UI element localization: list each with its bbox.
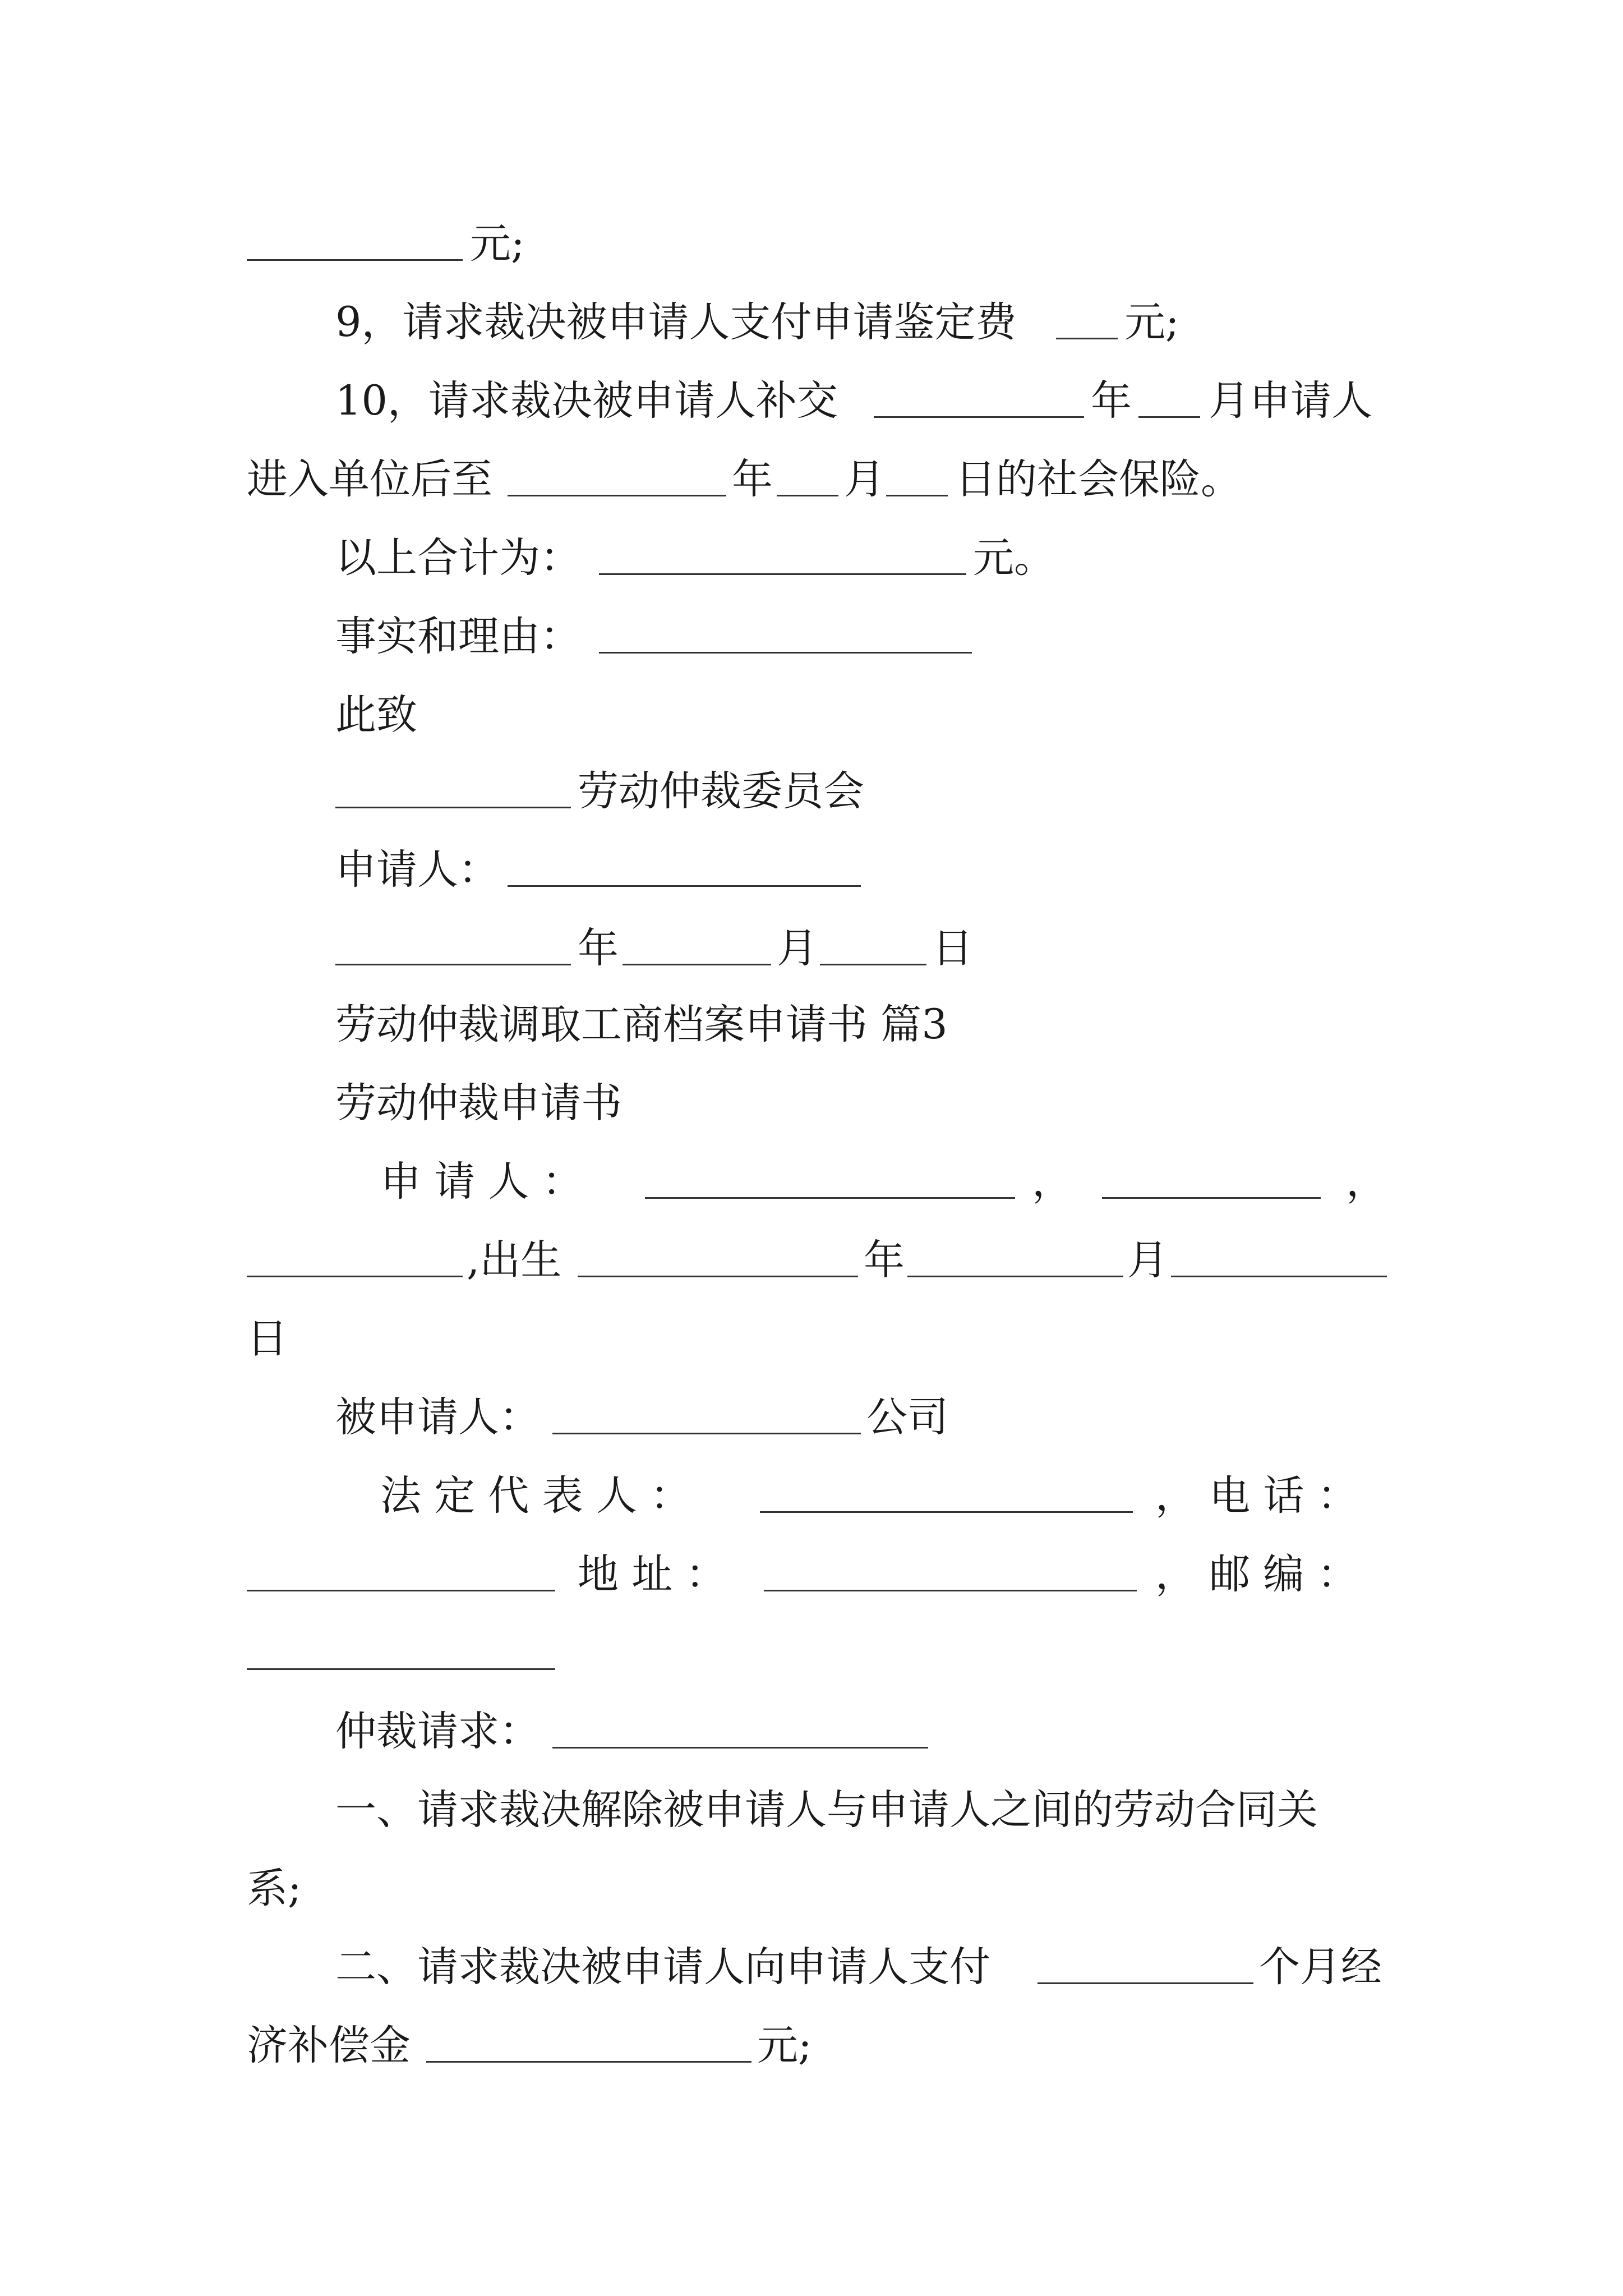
text-line: 系;: [247, 1865, 302, 1912]
blank-field: [335, 807, 571, 808]
text-line: 一、请求裁决解除被申请人与申请人之间的劳动合同关: [335, 1786, 1318, 1834]
text-line: 被申请人：: [335, 1393, 540, 1441]
text-line: 仲裁请求：: [335, 1708, 540, 1755]
blank-field: [1102, 1197, 1321, 1199]
text-line: 劳动仲裁委员会: [578, 767, 864, 815]
blank-field: [645, 1197, 1015, 1199]
blank-field: [247, 1590, 555, 1591]
text-line: 元;: [1124, 298, 1179, 346]
text-line: 元。: [973, 534, 1055, 582]
text-line: 年: [578, 924, 619, 972]
blank-field: [552, 1747, 928, 1749]
blank-field: [760, 1511, 1133, 1513]
text-line: ， 邮 编 ：: [1155, 1550, 1358, 1598]
text-line: 申请人：: [335, 846, 499, 894]
blank-field: [820, 964, 926, 965]
text-line: 公司: [866, 1393, 948, 1441]
text-line: 10，请求裁决被申请人补交: [335, 377, 838, 425]
blank-field: [508, 495, 726, 496]
blank-field: [247, 1668, 555, 1670]
text-line: 日: [247, 1315, 288, 1363]
text-line: 二、请求裁决被申请人向申请人支付: [335, 1943, 990, 1991]
blank-field: [1171, 1276, 1387, 1277]
text-line: 元;: [757, 2022, 812, 2069]
document-title: 劳动仲裁申请书: [335, 1079, 622, 1127]
blank-field: [508, 885, 861, 887]
text-line: 进入单位后至: [247, 455, 492, 503]
blank-field: [907, 1276, 1123, 1277]
blank-field: [552, 1433, 861, 1434]
text-line: 此致: [335, 691, 417, 739]
blank-field: [247, 1276, 463, 1277]
text-line: 个月经: [1259, 1943, 1382, 1991]
section-heading: 劳动仲裁调取工商档案申请书 篇3: [335, 1001, 948, 1048]
text-line: ， 电 话 ：: [1155, 1472, 1358, 1520]
blank-field: [599, 573, 966, 575]
text-line: 年: [1091, 377, 1132, 425]
blank-field: [578, 1276, 858, 1277]
blank-field: [874, 416, 1084, 418]
blank-field: [886, 495, 948, 496]
text-line: 月: [844, 455, 885, 503]
blank-field: [1038, 1982, 1253, 1984]
blank-field: [777, 495, 838, 496]
text-line: 9，请求裁决被申请人支付申请鉴定费: [335, 298, 1017, 346]
text-line: 年: [732, 455, 773, 503]
text-line: 地 址 ：: [578, 1550, 727, 1598]
text-line: 济补偿金: [247, 2022, 411, 2069]
text-line: 法 定 代 表 人 ：: [380, 1472, 691, 1520]
blank-field: [247, 259, 463, 261]
text-line: 月申请人: [1209, 377, 1372, 425]
blank-field: [764, 1590, 1137, 1591]
text-line: 年: [864, 1236, 905, 1284]
text-line: 元;: [470, 220, 525, 268]
text-line: 月: [777, 924, 818, 972]
text-line: 月: [1127, 1236, 1168, 1284]
blank-field: [426, 2061, 751, 2063]
blank-field: [623, 964, 771, 965]
text-line: 以上合计为：: [335, 534, 581, 582]
text-line: ，: [1346, 1158, 1387, 1205]
text-line: ,出生: [467, 1236, 562, 1284]
text-line: 申 请 人 ：: [380, 1158, 583, 1205]
blank-field: [1056, 338, 1118, 339]
text-line: ，: [1032, 1158, 1073, 1205]
blank-field: [1138, 416, 1200, 418]
text-line: 日的社会保险。: [955, 455, 1242, 503]
text-line: 日: [932, 924, 973, 972]
text-line: 事实和理由：: [335, 613, 581, 660]
blank-field: [599, 652, 972, 654]
blank-field: [335, 964, 571, 965]
